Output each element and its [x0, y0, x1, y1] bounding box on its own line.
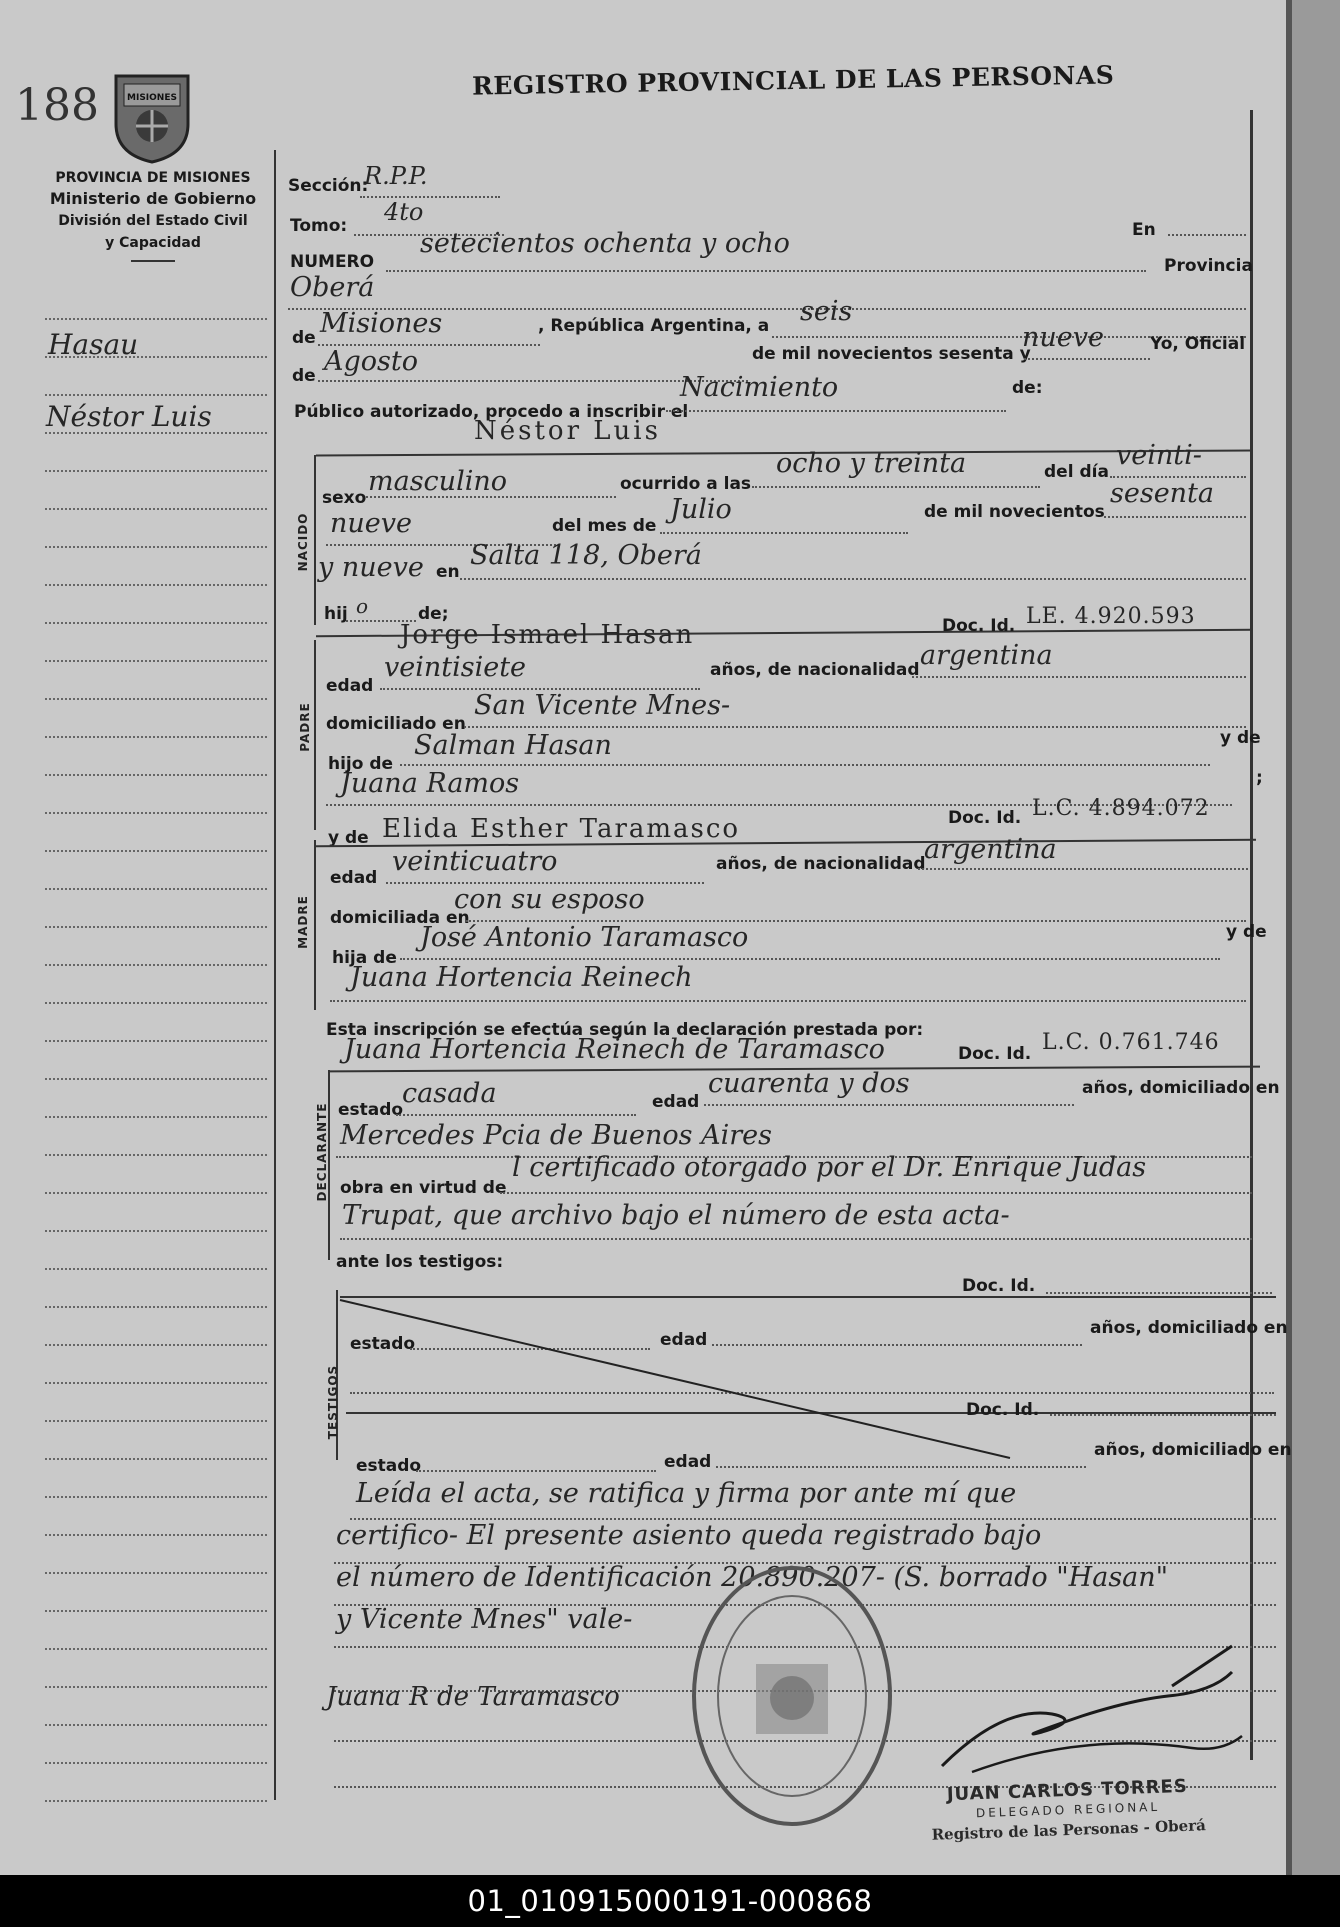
declarante-doc-label: Doc. Id.: [958, 1044, 1032, 1064]
official-signature-icon: [932, 1636, 1252, 1776]
padre-hijo-de-label: hijo de: [328, 754, 394, 774]
madre-nombre-value: Elida Esther Taramasco: [382, 814, 741, 844]
madre-y-de-label-2: y de: [1226, 922, 1267, 942]
sexo-value: masculino: [368, 466, 507, 497]
de-semicolon-label: de;: [418, 604, 449, 624]
anio-value: nueve: [1022, 322, 1104, 353]
crest-text: MISIONES: [127, 93, 177, 103]
section-label-madre: MADRE: [296, 895, 310, 949]
testigo1-edad-label: edad: [660, 1330, 708, 1350]
madre-anios-label: años, de nacionalidad: [716, 854, 926, 874]
padre-doc-value: LE. 4.920.593: [1026, 604, 1196, 629]
madre-doc-value: L.C. 4.894.072: [1032, 796, 1210, 821]
padre-anios-label: años, de nacionalidad: [710, 660, 920, 680]
folio-number: 188: [15, 80, 99, 131]
de-label: de: [292, 328, 316, 348]
authority-line-2: Ministerio de Gobierno: [49, 189, 257, 208]
anio-nac-value: sesenta: [1110, 478, 1215, 509]
nombre-value: Néstor Luis: [474, 416, 661, 446]
padre-doc-label: Doc. Id.: [942, 616, 1016, 636]
testigo1-doc-label: Doc. Id.: [962, 1276, 1036, 1296]
seccion-value: R.P.P.: [364, 162, 428, 190]
del-mes-label: del mes de: [552, 516, 657, 536]
authority-line-1: PROVINCIA DE MISIONES: [55, 170, 251, 186]
margin-surname: Hasau: [48, 328, 139, 361]
padre-edad-value: veintisiete: [384, 652, 527, 683]
yo-oficial-label: Yo, Oficial: [1150, 334, 1246, 354]
testigos-crossout: [330, 1296, 1020, 1466]
section-label-nacido: NACIDO: [296, 512, 310, 572]
anio-nac-value-2: y nueve: [318, 552, 424, 583]
provincia-label: Provincia: [1164, 256, 1253, 276]
declarante-anios-label: años, domiciliado en: [1082, 1078, 1280, 1098]
en-label-2: en: [436, 562, 460, 582]
image-id-footer: 01_010915000191-000868: [0, 1875, 1340, 1927]
section-label-padre: PADRE: [298, 702, 312, 752]
mes-value: Agosto: [324, 346, 418, 377]
declarante-edad-value: cuarenta y dos: [708, 1068, 910, 1099]
declarante-estado-label: estado: [338, 1100, 404, 1120]
madre-nacionalidad-value: argentina: [924, 834, 1057, 865]
testigo2-doc-label: Doc. Id.: [966, 1400, 1040, 1420]
obra-label: obra en virtud de: [340, 1178, 507, 1198]
de-colon-label: de:: [1012, 378, 1043, 398]
en-label: En: [1132, 220, 1156, 240]
stamp-name: JUAN CARLOS TORRES: [946, 1775, 1189, 1806]
sexo-label: sexo: [322, 488, 367, 508]
madre-madre-value: Juana Hortencia Reinech: [350, 962, 693, 993]
seccion-label: Sección:: [288, 176, 369, 196]
madre-domicilio-label: domiciliada en: [330, 908, 470, 928]
ante-testigos-label: ante los testigos:: [336, 1252, 504, 1272]
stamp-oficina: Registro de las Personas - Oberá: [931, 1816, 1207, 1844]
page-title: REGISTRO PROVINCIAL DE LAS PERSONAS: [471, 60, 1115, 101]
del-dia-label: del día: [1044, 462, 1109, 482]
nota-line-2: certifico- El presente asiento queda registrado bajo: [336, 1520, 1042, 1551]
declarante-estado-value: casada: [402, 1078, 497, 1109]
stamp-cargo: DELEGADO REGIONAL: [975, 1799, 1161, 1821]
testigo1-anios-label: años, domiciliado en: [1090, 1318, 1288, 1338]
madre-doc-label: Doc. Id.: [948, 808, 1022, 828]
adjacent-page: [1286, 0, 1340, 1875]
padre-nacionalidad-value: argentina: [920, 640, 1053, 671]
numero-value: setecientos ochenta y ocho: [420, 228, 790, 259]
nota-line-4: y Vicente Mnes" vale-: [336, 1604, 633, 1635]
authority-line-3: División del Estado Civil: [58, 213, 248, 229]
declarante-domicilio-value: Mercedes Pcia de Buenos Aires: [340, 1120, 772, 1151]
nota-line-3: el número de Identificación 20.890.207- (S. borrado "Hasan": [336, 1562, 1169, 1593]
de-label-2: de: [292, 366, 316, 386]
crest-icon: [110, 68, 194, 164]
tomo-label: Tomo:: [290, 216, 348, 236]
numero-label: NUMERO: [290, 252, 375, 272]
declarante-doc-value: L.C. 0.761.746: [1042, 1030, 1220, 1055]
madre-hija-de-label: hija de: [332, 948, 397, 968]
madre-y-de-label: y de: [328, 828, 369, 848]
hijo-suffix-value: o: [356, 594, 369, 618]
inscripcion-label: Esta inscripción se efectúa según la declaración prestada por:: [326, 1020, 924, 1040]
authority-line-4: y Capacidad: [105, 235, 201, 251]
lugar-value: Salta 118, Oberá: [470, 540, 702, 571]
dia-value: seis: [800, 296, 853, 327]
obra-value: l certificado otorgado por el Dr. Enrique Judas: [512, 1152, 1147, 1183]
padre-y-de-label: y de: [1220, 728, 1261, 748]
dia-nac-value: veinti-: [1116, 440, 1202, 471]
declarante-edad-label: edad: [652, 1092, 700, 1112]
nota-line-1: Leída el acta, se ratifica y firma por ante mí que: [356, 1478, 1017, 1509]
padre-domicilio-label: domiciliado en: [326, 714, 466, 734]
testigo1-estado-label: estado: [350, 1334, 416, 1354]
provincia-value: Oberá: [290, 272, 375, 303]
official-seal-icon: [682, 1556, 902, 1846]
ocurrido-label: ocurrido a las: [620, 474, 752, 494]
semicolon-label: ;: [1256, 768, 1263, 788]
margin-names: Néstor Luis: [46, 400, 212, 433]
declarante-nombre-value: Juana Hortencia Reinech de Taramasco: [344, 1034, 885, 1065]
obra-value-2: Trupat, que archivo bajo el número de esta acta-: [342, 1200, 1010, 1231]
testigo2-estado-label: estado: [356, 1456, 422, 1476]
madre-padre-value: José Antonio Taramasco: [420, 922, 749, 953]
madre-domicilio-value: con su esposo: [454, 884, 645, 915]
testigo2-anios-label: años, domiciliado en: [1094, 1440, 1292, 1460]
hora-value: ocho y treinta: [776, 448, 967, 479]
acto-value: Nacimiento: [680, 372, 839, 403]
de-mil-label: de mil novecientos sesenta y: [752, 344, 1031, 364]
padre-edad-label: edad: [326, 676, 374, 696]
republica-label: , República Argentina, a: [538, 316, 770, 336]
padre-madre-value: Juana Ramos: [340, 768, 520, 799]
section-label-declarante: DECLARANTE: [315, 1102, 329, 1202]
de-prov-value: Misiones: [320, 308, 443, 339]
padre-nombre-value: Jorge Ismael Hasan: [400, 620, 695, 650]
madre-edad-value: veinticuatro: [392, 846, 558, 877]
tomo-value: 4to: [384, 198, 424, 226]
section-label-testigos: TESTIGOS: [326, 1364, 340, 1440]
padre-domicilio-value: San Vicente Mnes-: [474, 690, 731, 721]
padre-padre-value: Salman Hasan: [414, 730, 612, 761]
de-mil-nov-label: de mil novecientos: [924, 502, 1105, 522]
declarante-firma: Juana R de Taramasco: [326, 1682, 620, 1712]
testigo2-edad-label: edad: [664, 1452, 712, 1472]
publico-label: Público autorizado, procedo a inscribir el: [294, 402, 689, 422]
hijo-label: hij: [324, 604, 348, 624]
dia-nac-value-2: nueve: [330, 508, 412, 539]
madre-edad-label: edad: [330, 868, 378, 888]
mes-nac-value: Julio: [670, 494, 732, 525]
